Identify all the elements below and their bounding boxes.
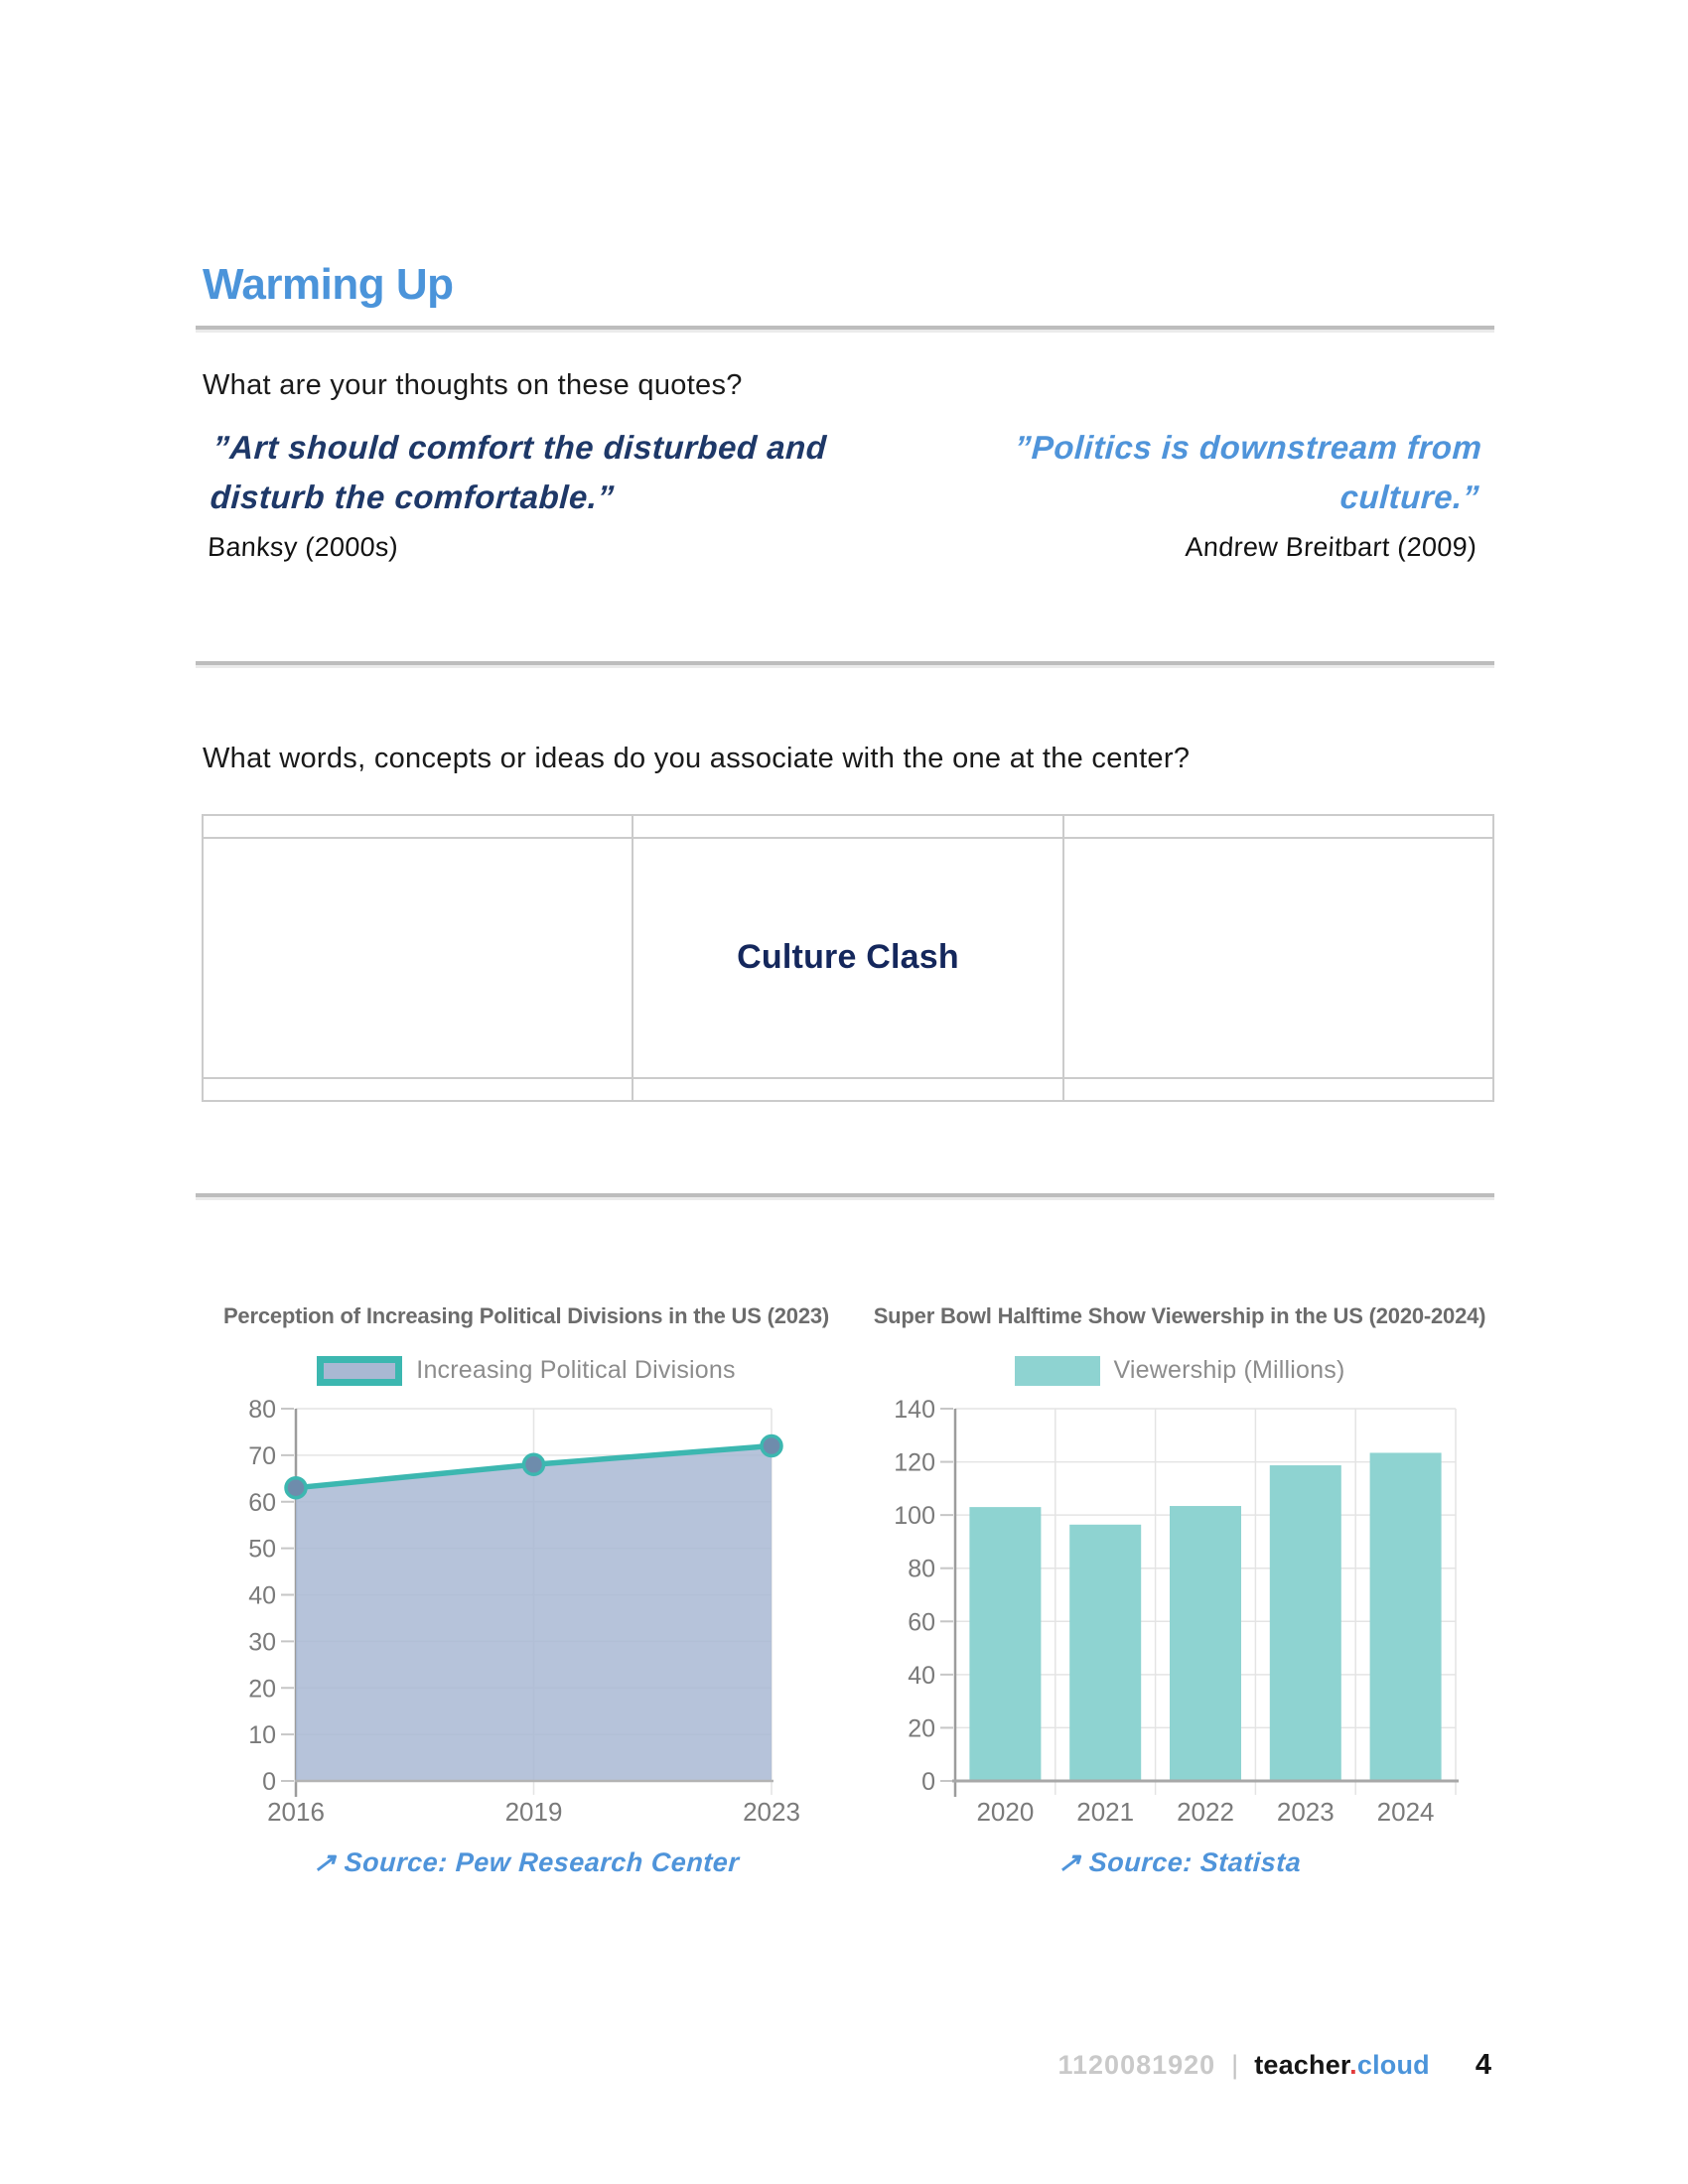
bar bbox=[969, 1507, 1041, 1781]
brainstorm-cell bbox=[633, 1078, 1062, 1101]
x-tick-label: 2019 bbox=[504, 1796, 563, 1827]
brainstorm-cell bbox=[203, 1078, 633, 1101]
brand-dot[interactable]: . bbox=[1349, 2050, 1357, 2080]
table-row bbox=[203, 815, 1493, 838]
bar-legend-swatch-icon bbox=[1015, 1356, 1100, 1386]
legend-label: Viewership (Millions) bbox=[1113, 1356, 1345, 1384]
bar bbox=[1170, 1506, 1241, 1781]
y-tick-label: 30 bbox=[248, 1627, 276, 1656]
chart-legend bbox=[203, 1356, 850, 1386]
y-tick-label: 0 bbox=[262, 1767, 276, 1796]
section-divider bbox=[196, 1193, 1494, 1197]
x-tick-label: 2021 bbox=[1076, 1796, 1135, 1827]
center-topic-cell: Culture Clash bbox=[633, 838, 1062, 1079]
x-tick-label: 2023 bbox=[743, 1796, 800, 1827]
source-link-pew[interactable] bbox=[202, 1847, 851, 1878]
area-legend-swatch-icon bbox=[317, 1356, 402, 1386]
y-tick-label: 60 bbox=[248, 1488, 276, 1517]
y-tick-label: 120 bbox=[894, 1448, 935, 1477]
page-number: 4 bbox=[1475, 2049, 1491, 2081]
chart-legend bbox=[854, 1356, 1505, 1386]
y-tick-label: 80 bbox=[248, 1395, 276, 1424]
document-id: 1120081920 bbox=[1057, 2050, 1216, 2080]
brainstorm-cell bbox=[1063, 838, 1493, 1079]
viewership-bar-chart bbox=[854, 1392, 1505, 1834]
quote-attribution: Andrew Breitbart (2009) bbox=[1184, 532, 1478, 562]
y-tick-label: 50 bbox=[248, 1535, 276, 1564]
section-divider bbox=[196, 661, 1494, 665]
divisions-area-chart bbox=[203, 1392, 850, 1834]
quote-banksy bbox=[207, 423, 900, 568]
y-tick-label: 60 bbox=[908, 1607, 935, 1636]
bar bbox=[1370, 1452, 1442, 1781]
brand-logo[interactable] bbox=[1254, 2050, 1430, 2081]
viewership-chart bbox=[854, 1302, 1505, 1878]
y-tick-label: 140 bbox=[894, 1395, 935, 1424]
y-tick-label: 0 bbox=[921, 1767, 935, 1796]
brainstorm-cell bbox=[633, 815, 1062, 838]
x-tick-label: 2022 bbox=[1177, 1796, 1234, 1827]
footer-separator: | bbox=[1231, 2050, 1239, 2080]
x-tick-label: 2016 bbox=[267, 1796, 325, 1827]
x-tick-label: 2020 bbox=[976, 1796, 1035, 1827]
brainstorm-question: What words, concepts or ideas do you associate with the one at the center? bbox=[203, 743, 1191, 774]
y-tick-label: 20 bbox=[908, 1713, 935, 1742]
brand-teacher[interactable]: teacher bbox=[1254, 2050, 1350, 2080]
area-fill bbox=[296, 1445, 772, 1781]
brainstorm-cell bbox=[1063, 1078, 1493, 1101]
divisions-chart bbox=[203, 1302, 850, 1878]
quote-breitbart bbox=[880, 423, 1483, 568]
chart-title: Super Bowl Halftime Show Viewership in the US (2020-2024) bbox=[873, 1303, 1486, 1328]
quote-attribution: Banksy (2000s) bbox=[207, 532, 399, 562]
quotes-question: What are your thoughts on these quotes? bbox=[203, 369, 743, 401]
section-divider bbox=[196, 326, 1494, 330]
y-tick-label: 100 bbox=[894, 1501, 935, 1530]
data-point bbox=[762, 1435, 781, 1455]
y-tick-label: 70 bbox=[248, 1441, 276, 1470]
source-link-label[interactable]: ↗ Source: Statista bbox=[1056, 1846, 1303, 1877]
chart-title: Perception of Increasing Political Divisions in the US (2023) bbox=[222, 1303, 830, 1328]
quote-line: culture.” bbox=[1338, 478, 1480, 515]
y-tick-label: 40 bbox=[908, 1661, 935, 1690]
brainstorm-cell bbox=[1063, 815, 1493, 838]
page-title: Warming Up bbox=[203, 260, 454, 309]
y-tick-label: 20 bbox=[248, 1674, 276, 1703]
data-point bbox=[286, 1477, 306, 1497]
source-link-statista[interactable] bbox=[853, 1847, 1506, 1878]
y-tick-label: 80 bbox=[908, 1555, 935, 1583]
legend-label: Increasing Political Divisions bbox=[416, 1356, 736, 1384]
y-tick-label: 40 bbox=[248, 1581, 276, 1609]
brand-cloud[interactable]: cloud bbox=[1356, 2050, 1430, 2080]
bar bbox=[1069, 1524, 1141, 1780]
brainstorm-cell bbox=[203, 838, 633, 1079]
quote-line: disturb the comfortable.” bbox=[209, 478, 616, 515]
quote-line: ”Politics is downstream from bbox=[1013, 429, 1483, 466]
x-tick-label: 2023 bbox=[1276, 1796, 1335, 1827]
y-tick-label: 10 bbox=[248, 1720, 276, 1749]
brainstorm-table bbox=[202, 814, 1494, 1102]
table-row bbox=[203, 838, 1493, 1079]
bar bbox=[1270, 1465, 1341, 1781]
data-point bbox=[524, 1454, 544, 1474]
page-footer bbox=[1058, 2049, 1492, 2082]
quote-line: ”Art should comfort the disturbed and bbox=[211, 429, 828, 466]
x-tick-label: 2024 bbox=[1376, 1796, 1435, 1827]
brainstorm-cell bbox=[203, 815, 633, 838]
table-row bbox=[203, 1078, 1493, 1101]
source-link-label[interactable]: ↗ Source: Pew Research Center bbox=[312, 1846, 741, 1877]
